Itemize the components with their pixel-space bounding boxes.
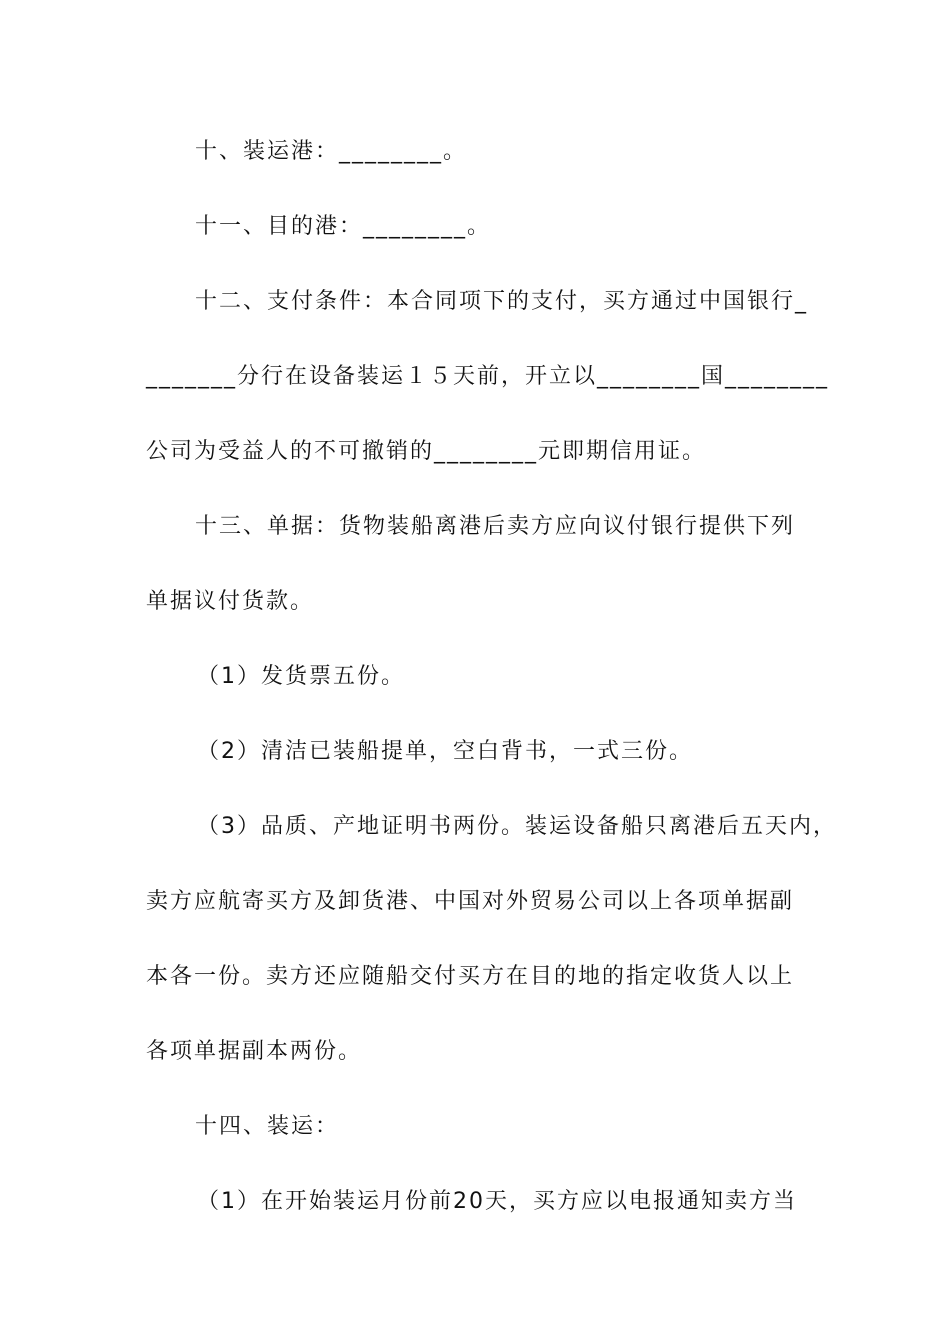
clause-13-item-3-cont-2: 本各一份。卖方还应随船交付买方在目的地的指定收货人以上 — [146, 964, 795, 989]
clause-12-payment-terms-cont-1: _______分行在设备装运１５天前，开立以________国________ — [146, 364, 830, 389]
clause-13-documents-cont: 单据议付货款。 — [146, 589, 315, 614]
clause-13-item-3: （3）品质、产地证明书两份。装运设备船只离港后五天内， — [197, 814, 837, 839]
clause-11-destination-port: 十一、目的港：________。 — [195, 214, 492, 239]
clause-12-payment-terms: 十二、支付条件：本合同项下的支付，买方通过中国银行_ — [195, 289, 809, 314]
clause-13-item-3-cont-1: 卖方应航寄买方及卸货港、中国对外贸易公司以上各项单据副 — [146, 889, 795, 914]
clause-13-documents: 十三、单据：货物装船离港后卖方应向议付银行提供下列 — [195, 514, 796, 539]
clause-10-loading-port: 十、装运港：________。 — [195, 139, 468, 164]
clause-13-item-3-cont-3: 各项单据副本两份。 — [146, 1039, 363, 1064]
clause-14-shipment: 十四、装运： — [195, 1114, 340, 1139]
clause-12-payment-terms-cont-2: 公司为受益人的不可撤销的________元即期信用证。 — [146, 439, 707, 464]
clause-13-item-1: （1）发货票五份。 — [197, 664, 405, 689]
clause-13-item-2: （2）清洁已装船提单，空白背书，一式三份。 — [197, 739, 693, 764]
clause-14-item-1: （1）在开始装运月份前20天，买方应以电报通知卖方当 — [197, 1189, 797, 1214]
